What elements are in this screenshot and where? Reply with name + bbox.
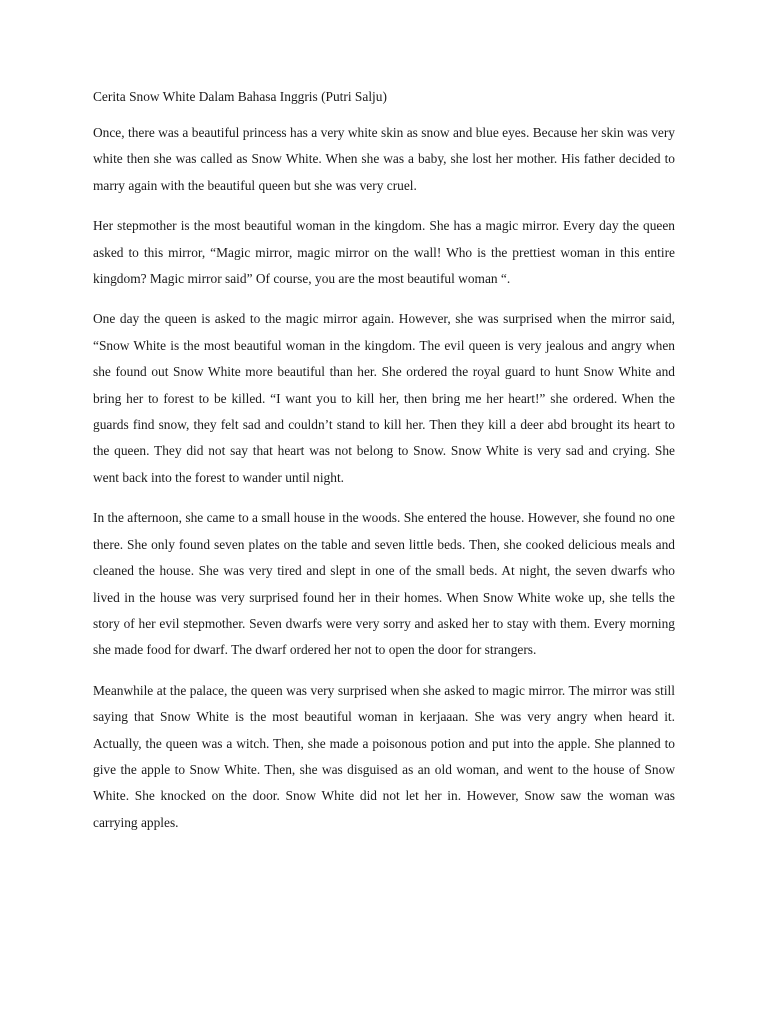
paragraph-1: Once, there was a beautiful princess has a very white skin as snow and blue eyes. Because her skin was very white then she was called as Snow White. When she was a baby, she lost her mother. His father decided to marry again with the beautiful queen but she was very cruel.	[93, 125, 675, 193]
document-body	[93, 88, 675, 850]
document-title: Cerita Snow White Dalam Bahasa Inggris (Putri Salju)	[93, 89, 387, 104]
paragraph-5: Meanwhile at the palace, the queen was very surprised when she asked to magic mirror. The mirror was still saying that Snow White is the most beautiful woman in kerjaaan. She was very angry when heard it. Actually, the queen was a witch. Then, she made a poisonous potion and put into the apple. She planned to give the apple to Snow White. Then, she was disguised as an old woman, and went to the house of Snow White. She knocked on the door. Snow White did not let her in. However, Snow saw the woman was carrying apples.	[93, 682, 675, 830]
paragraph-3: One day the queen is asked to the magic mirror again. However, she was surprised when the mirror said, “Snow White is the most beautiful woman in the kingdom. The evil queen is very jealous and angry when she found out Snow White more beautiful than her. She ordered the royal guard to hunt Snow White and bring her to forest to be killed. “I want you to kill her, then bring me her heart!” she ordered. When the guards find snow, they felt sad and couldn’t stand to kill her. Then they kill a deer abd brought its heart to the queen. They did not say that heart was not belong to Snow. Snow White is very sad and crying. She went back into the forest to wander until night.	[93, 311, 675, 485]
paragraph-4: In the afternoon, she came to a small house in the woods. She entered the house. However, she found no one there. She only found seven plates on the table and seven little beds. Then, she cooked delicious meals and cleaned the house. She was very tired and slept in one of the small beds. At night, the seven dwarfs who lived in the house was very surprised found her in their homes. When Snow White woke up, she tells the story of her evil stepmother. Seven dwarfs were very sorry and asked her to stay with them. Every morning she made food for dwarf. The dwarf ordered her not to open the door for strangers.	[93, 510, 675, 658]
paragraph-2: Her stepmother is the most beautiful woman in the kingdom. She has a magic mirror. Every day the queen asked to this mirror, “Magic mirror, magic mirror on the wall! Who is the prettiest woman in this entire kingdom? Magic mirror said” Of course, you are the most beautiful woman “.	[93, 218, 675, 287]
